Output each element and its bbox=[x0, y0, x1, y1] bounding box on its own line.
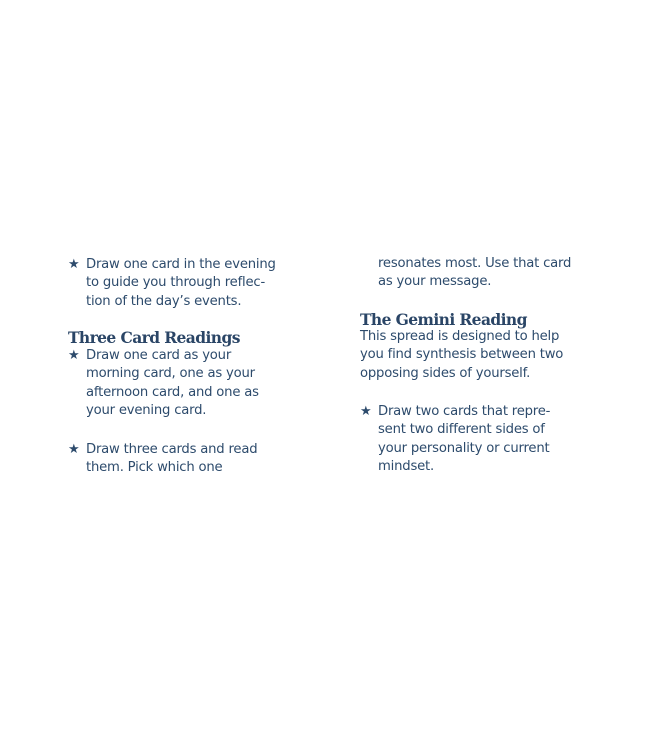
text-line: your personality or current bbox=[378, 440, 550, 456]
continued-text bbox=[378, 255, 571, 292]
text-line: you find synthesis between two bbox=[360, 347, 564, 363]
star-icon: ★ bbox=[68, 348, 80, 363]
text-line: Draw one card in the evening bbox=[86, 257, 276, 272]
text-line: afternoon card, and one as bbox=[86, 384, 259, 400]
text-line: tion of the day’s events. bbox=[86, 293, 242, 309]
text-line: as your message. bbox=[378, 274, 492, 290]
text-line: sent two different sides of bbox=[378, 422, 545, 438]
gemini-intro bbox=[360, 328, 563, 383]
text-line: mindset. bbox=[378, 459, 434, 475]
bullet-morning-afternoon-evening bbox=[68, 347, 259, 421]
text-line: resonates most. Use that card bbox=[378, 256, 572, 271]
text-line: morning card, one as your bbox=[86, 366, 255, 382]
star-icon: ★ bbox=[68, 442, 80, 457]
star-icon: ★ bbox=[360, 404, 372, 419]
text-line: Draw one card as your bbox=[86, 348, 232, 363]
section-heading-gemini: The Gemini Reading bbox=[360, 310, 527, 329]
text-line: opposing sides of yourself. bbox=[360, 365, 531, 381]
section-heading-three-card: Three Card Readings bbox=[68, 328, 240, 347]
text-line: This spread is designed to help bbox=[360, 329, 560, 344]
bullet-two-cards bbox=[360, 403, 551, 477]
bullet-three-cards bbox=[68, 441, 258, 478]
text-line: Draw two cards that repre- bbox=[378, 404, 551, 419]
text-line: to guide you through reflec- bbox=[86, 275, 266, 291]
star-icon: ★ bbox=[68, 257, 80, 272]
text-line: your evening card. bbox=[86, 403, 207, 419]
text-line: them. Pick which one bbox=[86, 460, 223, 476]
bullet-evening-card bbox=[68, 256, 276, 311]
text-line: Draw three cards and read bbox=[86, 442, 258, 457]
